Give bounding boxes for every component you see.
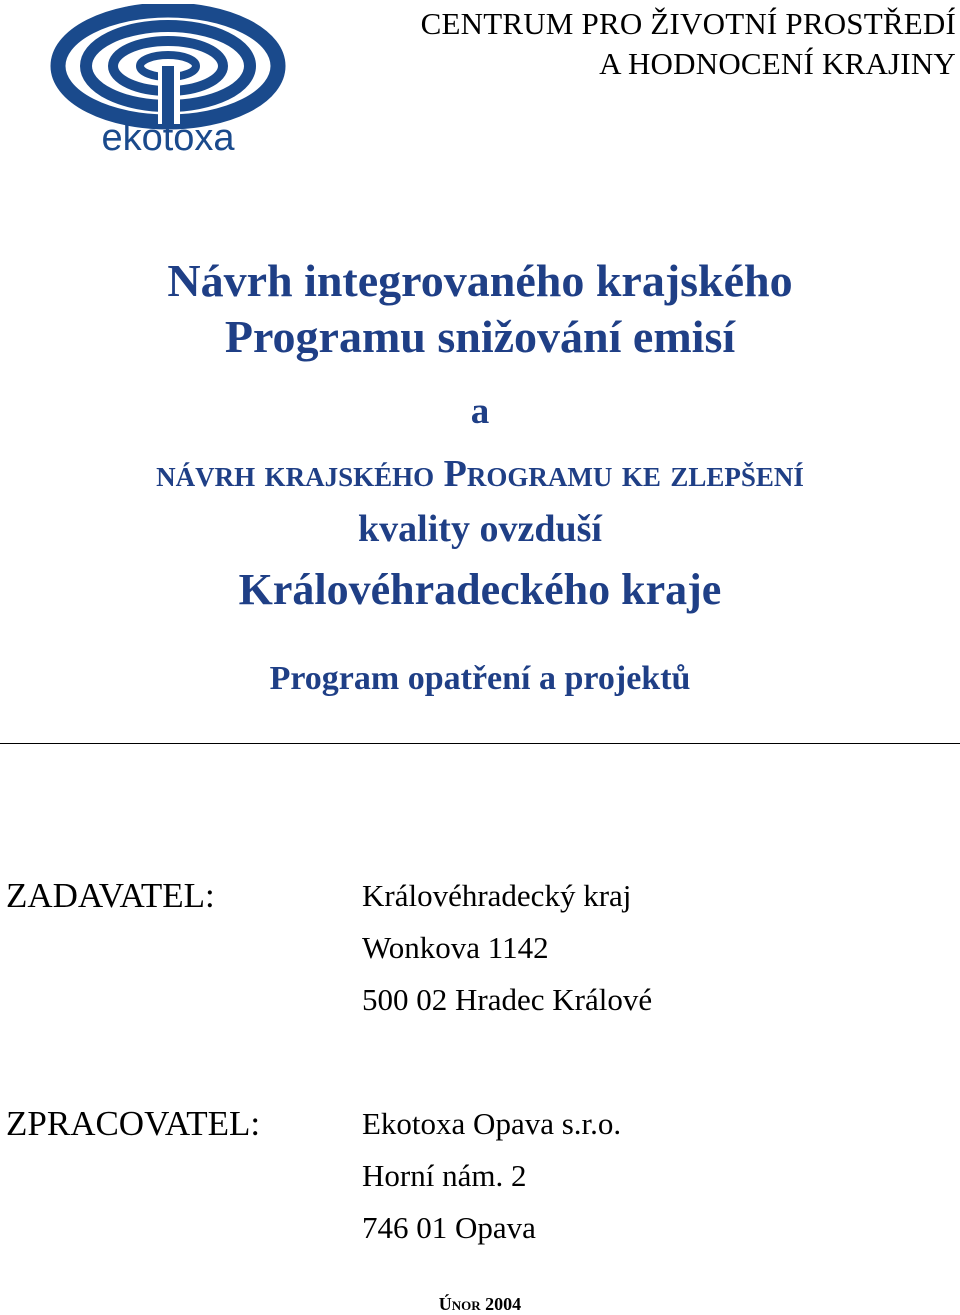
processor-label: ZPRACOVATEL: [6, 1104, 261, 1143]
organization-line-1: CENTRUM PRO ŽIVOTNÍ PROSTŘEDÍ [420, 6, 956, 41]
horizontal-divider [0, 743, 960, 744]
title-line-3: a [470, 391, 490, 432]
document-title [0, 250, 960, 704]
ekotoxa-logo [50, 4, 290, 154]
title-line-1: Návrh integrovaného krajského [167, 255, 793, 306]
processor-line: Horní nám. 2 [362, 1158, 527, 1193]
title-line-4-part-1: návrh krajského [156, 453, 444, 495]
title-line-5: kvality ovzduší [358, 508, 602, 550]
client-line: Královéhradecký kraj [362, 878, 632, 913]
organization-name [421, 4, 956, 84]
organization-line-2: A HODNOCENÍ KRAJINY [599, 46, 956, 81]
title-line-6: Královéhradeckého kraje [238, 565, 722, 614]
client-label: ZADAVATEL: [6, 876, 215, 915]
document-date: Únor 2004 [438, 1294, 522, 1314]
client-address [362, 870, 652, 1026]
title-line-4 [0, 448, 960, 500]
processor-line: 746 01 Opava [362, 1210, 536, 1245]
title-line-4-part-2: Programu ke zlepšení [443, 453, 804, 495]
client-line: 500 02 Hradec Králové [362, 982, 653, 1017]
logo-graphic [50, 4, 290, 154]
subtitle: Program opatření a projektů [269, 660, 691, 697]
processor-address [362, 1098, 621, 1254]
logo-text: ekotoxa [101, 117, 235, 154]
processor-line: Ekotoxa Opava s.r.o. [362, 1106, 622, 1141]
client-line: Wonkova 1142 [362, 930, 549, 965]
title-line-2: Programu snižování emisí [224, 311, 736, 362]
